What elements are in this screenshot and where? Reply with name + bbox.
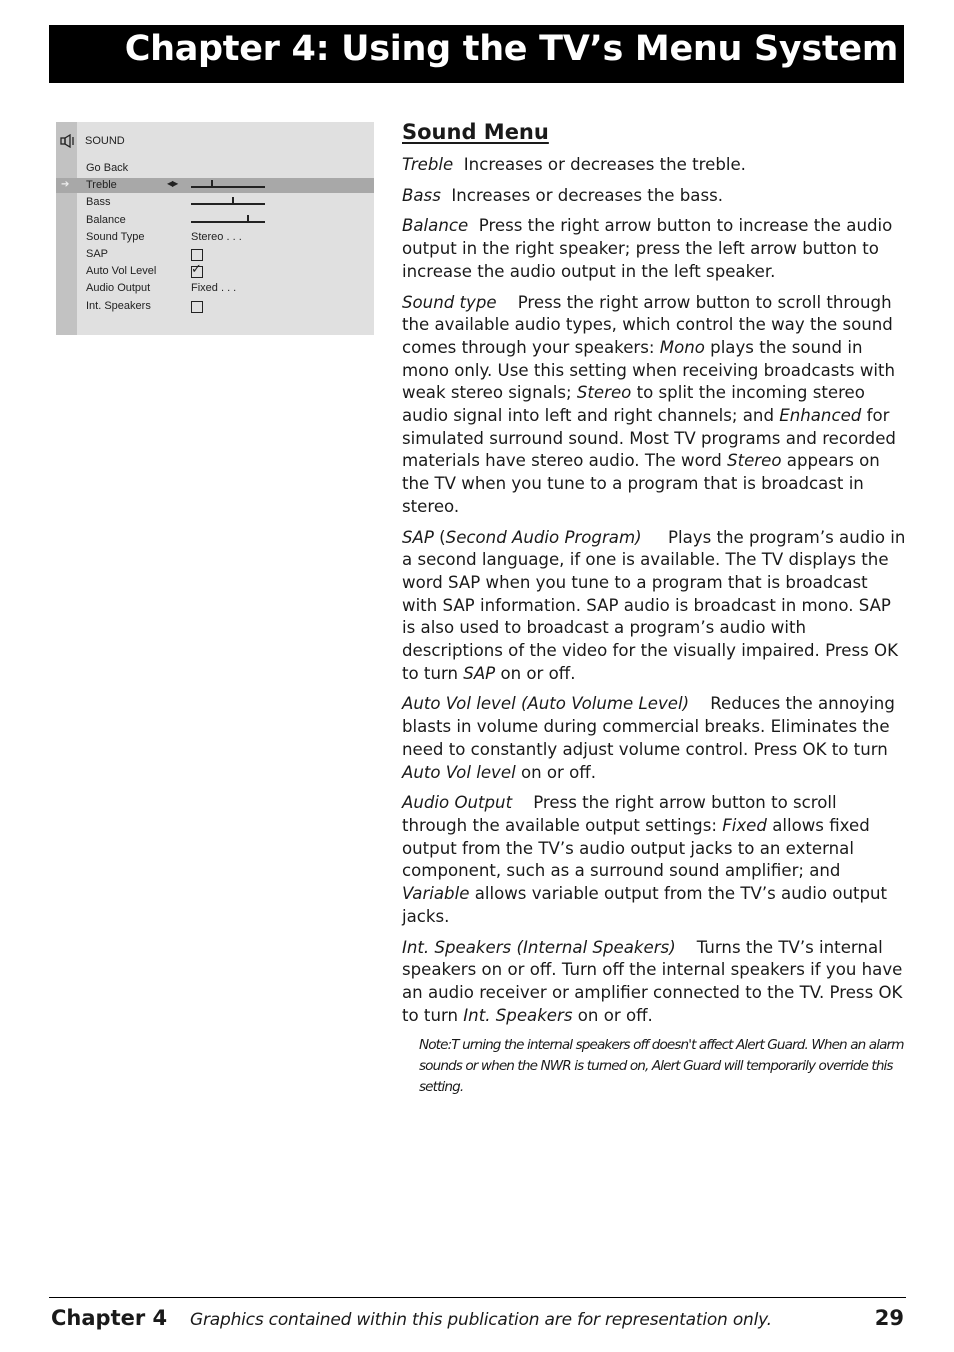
- description-paragraph: [402, 527, 911, 686]
- checkbox[interactable]: [191, 301, 203, 313]
- chapter-header-bar: [49, 25, 904, 83]
- body-text: Plays the program’s audio in a second language, if one is available. The TV displays the word SAP when you tune to a program that is broadcast with SAP information. SAP audio is broadcast in mono. SAP is also used to broadcast a program’s audio with descriptions of the video for the visually impaired. Press OK to turn: [402, 527, 911, 683]
- slider-track[interactable]: [191, 186, 265, 188]
- slider-knob[interactable]: [247, 215, 249, 222]
- menu-row-value: Stereo . . .: [191, 230, 242, 243]
- body-text: Press the right arrow button to scroll through the available audio types, which control the way the sound comes through your speakers:: [402, 292, 899, 357]
- menu-row[interactable]: [56, 195, 374, 210]
- body-text: Increases or decreases the treble.: [453, 155, 746, 174]
- footer-note: Graphics contained within this publication are for representation only.: [190, 1310, 772, 1330]
- sound-menu-section: [402, 118, 911, 1098]
- term-text: Mono: [659, 337, 705, 357]
- menu-row[interactable]: [56, 281, 374, 296]
- term-text: SAP: [402, 527, 434, 547]
- description-paragraph: [402, 215, 906, 283]
- term-text: Auto Vol level: [402, 762, 516, 782]
- menu-row-label: Balance: [86, 213, 126, 226]
- body-text: (: [433, 527, 446, 547]
- checkbox[interactable]: [191, 249, 203, 261]
- term-text: Enhanced: [779, 406, 862, 426]
- body-text: on or off.: [495, 663, 576, 683]
- term-text: Sound type: [402, 292, 497, 312]
- description-paragraph: [402, 937, 906, 1028]
- menu-row[interactable]: [56, 261, 374, 279]
- footer-rule: [49, 1297, 906, 1298]
- menu-row-label: Treble: [86, 179, 117, 192]
- menu-row[interactable]: [56, 213, 374, 228]
- term-text: SAP: [463, 663, 496, 683]
- term-text: Int. Speakers (Internal Speakers): [402, 937, 676, 957]
- speaker-icon: [60, 134, 76, 148]
- right-arrow-icon: ➔: [61, 179, 70, 191]
- menu-row-label: Audio Output: [86, 282, 151, 295]
- slider-track[interactable]: [191, 221, 265, 223]
- tv-sound-menu-screenshot: [56, 122, 374, 335]
- description-paragraph: [402, 792, 906, 928]
- body-text: Press the right arrow button to increase the audio output in the right speaker; press the left arrow button to increase the audio output in the left speaker.: [402, 216, 898, 281]
- term-text: Variable: [402, 884, 470, 904]
- menu-row-label: Sound Type: [86, 230, 145, 243]
- menu-row[interactable]: [56, 247, 374, 262]
- slider-knob[interactable]: [232, 197, 234, 204]
- term-text: Fixed: [722, 815, 767, 835]
- menu-title: SOUND: [85, 135, 125, 147]
- body-text: to split the incoming stereo audio signal into left and right channels; and: [402, 383, 871, 426]
- menu-row[interactable]: [56, 161, 374, 176]
- body-text: Press the right arrow button to scroll through the available output settings:: [402, 793, 842, 835]
- body-text: for simulated surround sound. Most TV programs and recorded materials have stereo audio. The word: [402, 406, 902, 471]
- body-text: plays the sound in mono only. Use this setting when receiving broadcasts with weak stereo signals;: [402, 337, 901, 403]
- term-text: Int. Speakers: [463, 1005, 573, 1025]
- term-text: Second Audio Program): [445, 527, 642, 547]
- check-mark-icon: ✓: [191, 261, 202, 277]
- description-paragraph: [402, 154, 906, 177]
- menu-row-label: Auto Vol Level: [86, 265, 157, 278]
- menu-row[interactable]: [56, 230, 374, 245]
- body-text: allows variable output from the TV’s audio output jacks.: [402, 884, 893, 926]
- footer-chapter: Chapter 4: [51, 1306, 168, 1330]
- body-text: on or off.: [515, 762, 597, 782]
- body-text: Increases or decreases the bass.: [440, 185, 724, 205]
- menu-row-label: Int. Speakers: [86, 299, 151, 312]
- body-text: Turns the TV’s internal speakers on or off. Turn off the internal speakers if you have an audio receiver or amplifier connected to the TV. Press OK to turn: [402, 937, 908, 1025]
- menu-row[interactable]: [56, 299, 374, 314]
- note: Note:T urning the internal speakers off doesn't affect Alert Guard. When an alarm sounds or when the NWR is turned on, Alert Guard will temporarily override this setting.: [419, 1037, 904, 1096]
- description-paragraph: [402, 292, 906, 519]
- body-text: allows fixed output from the TV’s audio output jacks to an external component, such as a surround sound amplifier; and: [402, 815, 876, 881]
- body-text: Reduces the annoying blasts in volume during commercial breaks. Eliminates the need to constantly adjust volume control. Press OK to turn: [402, 694, 901, 759]
- body-text: appears on the TV when you tune to a program that is broadcast in stereo.: [402, 451, 886, 516]
- menu-row-value: Fixed . . .: [191, 282, 237, 295]
- menu-row-label: Go Back: [86, 162, 129, 174]
- slider-track[interactable]: [191, 203, 265, 205]
- term-text: Stereo: [576, 383, 632, 403]
- term-text: Balance: [402, 216, 469, 236]
- description-paragraph: [402, 693, 906, 784]
- section-paragraphs: [402, 154, 911, 1027]
- left-right-arrows-icon: ◀▶: [167, 179, 178, 189]
- slider-knob[interactable]: [211, 180, 213, 187]
- section-heading: Sound Menu: [402, 120, 549, 144]
- body-text: on or off.: [572, 1005, 653, 1025]
- page-number: 29: [874, 1306, 904, 1330]
- term-text: Auto Vol level (Auto Volume Level): [402, 694, 690, 714]
- term-text: Stereo: [727, 451, 782, 471]
- menu-row-label: SAP: [86, 248, 109, 260]
- term-text: Bass: [402, 185, 441, 205]
- term-text: Treble: [402, 155, 454, 174]
- menu-row[interactable]: [56, 178, 374, 193]
- term-text: Audio Output: [402, 793, 513, 813]
- checkbox[interactable]: [191, 261, 203, 278]
- chapter-title: Chapter 4: Using the TV’s Menu System: [124, 29, 898, 69]
- menu-row-label: Bass: [86, 196, 111, 209]
- description-paragraph: [402, 185, 906, 208]
